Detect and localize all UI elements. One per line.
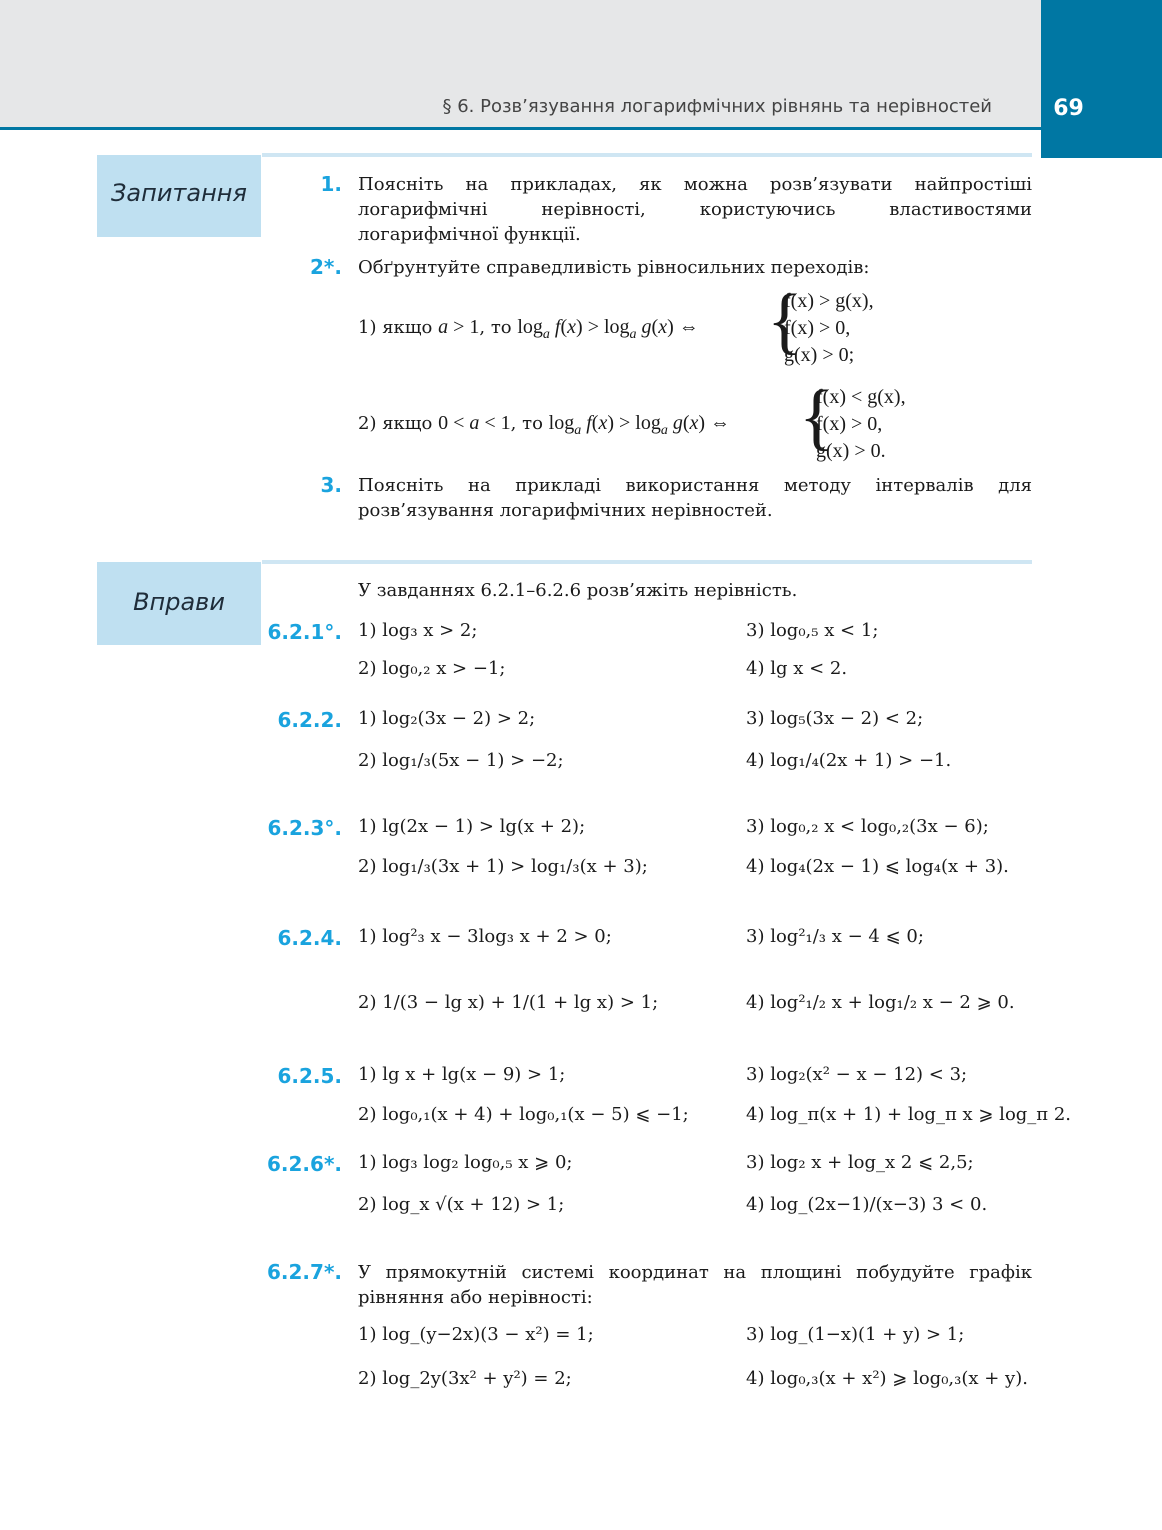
questions-rule xyxy=(262,153,1032,157)
exercise-6-2-2-item-4: 4) log₁/₄(2x + 1) > −1. xyxy=(746,750,952,771)
question-text-2: Обґрунтуйте справедливість рівносильних переходів: xyxy=(358,257,870,278)
exercise-6-2-6-item-4: 4) log_(2x−1)/(x−3) 3 < 0. xyxy=(746,1194,988,1215)
case2-system-line-3: g(x) > 0. xyxy=(816,440,886,462)
case2-mid: , то xyxy=(510,413,549,434)
case2-system-line-2: f(x) > 0, xyxy=(816,413,883,435)
exercise-6-2-3-item-3: 3) log₀,₂ x < log₀,₂(3x − 6); xyxy=(746,816,989,837)
exercise-6-2-4-item-1: 1) log²₃ x − 3log₃ x + 2 > 0; xyxy=(358,926,612,947)
exercise-number-6-2-6: 6.2.6*. xyxy=(267,1152,342,1176)
exercise-number-6-2-7: 6.2.7*. xyxy=(267,1260,342,1284)
case1-mid: , то xyxy=(479,317,518,338)
exercise-6-2-5-item-1: 1) lg x + lg(x − 9) > 1; xyxy=(358,1064,566,1085)
exercise-6-2-4-item-3: 3) log²₁/₃ x − 4 ⩽ 0; xyxy=(746,926,924,947)
exercise-number-6-2-1: 6.2.1°. xyxy=(267,620,342,644)
question-number-3: 3. xyxy=(320,473,342,497)
exercises-label-box xyxy=(97,562,261,645)
exercise-6-2-5-item-3: 3) log₂(x² − x − 12) < 3; xyxy=(746,1064,968,1085)
exercise-number-6-2-3: 6.2.3°. xyxy=(267,816,342,840)
case2-system-line-1: f(x) < g(x), xyxy=(816,386,906,408)
exercise-6-2-1-item-3: 3) log₀,₅ x < 1; xyxy=(746,620,879,641)
case1-brace: { xyxy=(767,280,803,362)
case1-lhs: $\log_a f(x) > \log_a g(x)$ ⇔ xyxy=(517,316,699,342)
case1-system-line-1: f(x) > g(x), xyxy=(784,290,874,312)
exercise-number-6-2-2: 6.2.2. xyxy=(277,708,342,732)
question-number-1: 1. xyxy=(320,172,342,196)
exercise-6-2-1-item-4: 4) lg x < 2. xyxy=(746,658,848,679)
exercise-6-2-3-item-2: 2) log₁/₃(3x + 1) > log₁/₃(x + 3); xyxy=(358,856,648,877)
exercise-6-2-7-text: У прямокутній системі координат на площині побудуйте графік рівняння або нерівності: xyxy=(358,1262,1032,1308)
exercise-6-2-1-item-2: 2) log₀,₂ x > −1; xyxy=(358,658,506,679)
page-number: 69 xyxy=(1053,96,1084,121)
case1-condition: a > 1 xyxy=(438,316,480,338)
exercises-rule xyxy=(262,560,1032,564)
exercise-6-2-2-item-2: 2) log₁/₃(5x − 1) > −2; xyxy=(358,750,564,771)
equivalence-case-2 xyxy=(358,412,730,439)
case1-prefix: 1) якщо xyxy=(358,317,439,338)
equivalence-case-1 xyxy=(358,316,699,343)
case2-lhs: $\log_a f(x) > \log_a g(x)$ ⇔ xyxy=(548,412,731,438)
exercises-label: Вправи xyxy=(133,588,225,616)
exercise-6-2-4-item-2: 2) 1/(3 − lg x) + 1/(1 + lg x) > 1; xyxy=(358,992,659,1013)
case2-brace: { xyxy=(799,376,835,458)
questions-label: Запитання xyxy=(111,179,247,207)
exercise-6-2-2-item-1: 1) log₂(3x − 2) > 2; xyxy=(358,708,536,729)
chapter-title: § 6. Розв’язування логарифмічних рівнянь та нерівностей xyxy=(442,96,992,117)
exercise-6-2-2-item-3: 3) log₅(3x − 2) < 2; xyxy=(746,708,924,729)
exercise-6-2-3-item-4: 4) log₄(2x − 1) ⩽ log₄(x + 3). xyxy=(746,856,1009,877)
question-text-3: Поясніть на прикладі використання методу інтервалів для розв’язування логарифмічних нерівностей. xyxy=(358,475,1032,521)
exercise-6-2-6-item-2: 2) log_x √(x + 12) > 1; xyxy=(358,1194,565,1215)
header-rule xyxy=(0,127,1041,130)
question-number-2: 2*. xyxy=(310,255,342,279)
exercise-number-6-2-4: 6.2.4. xyxy=(277,926,342,950)
exercise-6-2-6-item-3: 3) log₂ x + log_x 2 ⩽ 2,5; xyxy=(746,1152,974,1173)
exercise-6-2-1-item-1: 1) log₃ x > 2; xyxy=(358,620,478,641)
exercise-6-2-7-item-4: 4) log₀,₃(x + x²) ⩾ log₀,₃(x + y). xyxy=(746,1368,1028,1389)
exercise-6-2-5-item-2: 2) log₀,₁(x + 4) + log₀,₁(x − 5) ⩽ −1; xyxy=(358,1104,689,1125)
exercises-intro: У завданнях 6.2.1–6.2.6 розв’яжіть нерівність. xyxy=(358,580,798,601)
question-text-1: Поясніть на прикладах, як можна розв’язувати найпростіші логарифмічні нерівності, користуючись властивостями логарифмічної функції. xyxy=(358,174,1032,245)
exercise-number-6-2-5: 6.2.5. xyxy=(277,1064,342,1088)
exercise-6-2-3-item-1: 1) lg(2x − 1) > lg(x + 2); xyxy=(358,816,586,837)
case1-system-line-2: f(x) > 0, xyxy=(784,317,851,339)
exercise-6-2-6-item-1: 1) log₃ log₂ log₀,₅ x ⩾ 0; xyxy=(358,1152,573,1173)
case2-condition: 0 < a < 1 xyxy=(438,412,511,434)
page-number-tab xyxy=(1041,0,1162,158)
case2-prefix: 2) якщо xyxy=(358,413,439,434)
exercise-6-2-7-item-2: 2) log_2y(3x² + y²) = 2; xyxy=(358,1368,572,1389)
exercise-6-2-4-item-4: 4) log²₁/₂ x + log₁/₂ x − 2 ⩾ 0. xyxy=(746,992,1015,1013)
exercise-6-2-5-item-4: 4) log_π(x + 1) + log_π x ⩾ log_π 2. xyxy=(746,1104,1072,1125)
exercise-6-2-7-item-3: 3) log_(1−x)(1 + y) > 1; xyxy=(746,1324,965,1345)
case1-system-line-3: g(x) > 0; xyxy=(784,344,855,366)
exercise-6-2-7-item-1: 1) log_(y−2x)(3 − x²) = 1; xyxy=(358,1324,594,1345)
questions-label-box xyxy=(97,155,261,237)
